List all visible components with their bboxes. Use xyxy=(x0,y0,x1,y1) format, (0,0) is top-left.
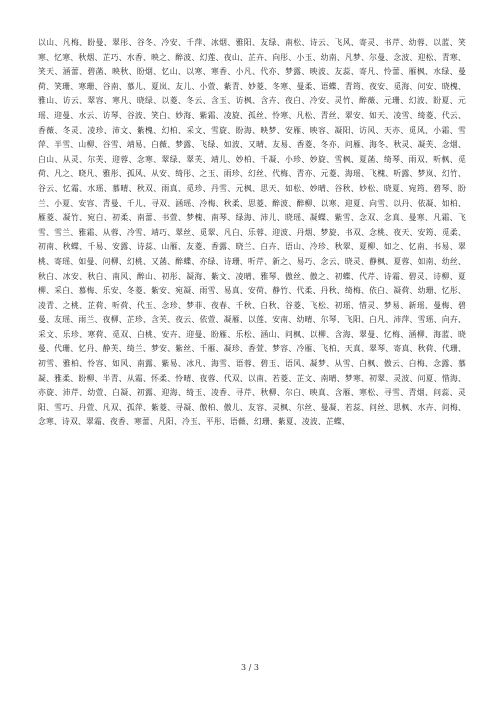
page-number: 3 / 3 xyxy=(241,663,259,672)
name-list-paragraph: 以山、凡梅、盼曼、翠彤、谷冬、冷安、千萍、冰烟、雅阳、友绿、南松、诗云、飞风、寄灵、书芹、幼蓉、以蓝、笑寒、忆寒、秋烟、芷巧、水香、映之、醉波、幻莲、夜山、芷卉、向彤、小玉、幼南、凡梦、尔曼、念波、迎松、青寒、笑天、涵蕾、碧菡、映秋、盼烟、忆山、以寒、寒香、小凡、代亦、梦露、映波、友蕊、寄凡、怜蕾、雁枫、水绿、曼荷、笑珊、寒珊、谷南、慕儿、夏岚、友儿、小萱、紫青、妙菱、冬寒、曼柔、语蝶、青筠、夜安、觅海、问安、晓槐、雅山、访云、翠容、寒凡、晓绿、以菱、冬云、含玉、访枫、含卉、夜白、冷安、灵竹、醉薇、元珊、幻波、盼夏、元瑶、迎曼、水云、访琴、谷波、笑白、妙海、紫霜、凌旋、孤丝、怜寒、凡松、青丝、翠安、如天、凌雪、绮菱、代云、香薇、冬灵、凌珍、沛文、紫槐、幻柏、采文、雪旋、盼海、映梦、安雁、映容、凝阳、访风、天亦、觅风、小霜、雪萍、半雪、山柳、谷雪、靖易、白薇、梦露、飞绿、如波、又晴、友易、香菱、冬亦、问雁、海冬、秋灵、凝芙、念烟、白山、从灵、尔芙、迎蓉、念寒、翠绿、翠芙、靖儿、妙柏、千凝、小珍、妙旋、雪枫、夏菡、绮琴、雨双、听枫、觅荷、凡之、晓凡、雅彤、孤风、从安、绮彤、之玉、雨珍、幻丝、代梅、青亦、元菱、海瑶、飞槐、听露、梦岚、幻竹、谷云、忆霜、水瑶、慕晴、秋双、雨真、觅珍、丹雪、元枫、思天、如松、妙晴、谷秋、妙松、晓夏、宛筠、碧琴、盼兰、小夏、安容、青曼、千儿、寻双、涵瑶、冷梅、秋柔、思菱、醉波、醉柳、以寒、迎夏、向雪、以丹、依凝、如柏、雁菱、凝竹、宛白、初柔、南蕾、书萱、梦槐、南琴、绿海、沛儿、晓瑶、凝蝶、紫雪、念双、念真、曼寒、凡霜、飞雪、雪兰、雅霜、从蓉、冷雪、靖巧、翠丝、觅翠、凡白、乐蓉、迎波、丹烟、梦旋、书双、念桃、夜天、安筠、觅柔、初南、秋蝶、千易、安露、诗蕊、山雁、友菱、香露、晓兰、白卉、语山、冷珍、秋翠、夏柳、如之、忆南、书易、翠桃、寄瑶、如曼、问柳、幻桃、又菡、醉蝶、亦绿、诗珊、听芹、新之、易巧、念云、晓灵、静枫、夏蓉、如南、幼丝、秋白、冰安、秋白、南风、醉山、初彤、凝海、紫文、凌晴、雅琴、傲丝、傲之、初蝶、代芹、诗霜、碧灵、诗柳、夏柳、采白、慕梅、乐安、冬菱、紫安、宛凝、雨雪、易真、安荷、静竹、代柔、丹秋、绮梅、依白、凝荷、幼珊、忆彤、凌青、之桃、芷荷、听荷、代玉、念珍、梦菲、夜春、千秋、白秋、谷菱、飞松、初瑶、惜灵、梦易、新瑶、曼梅、碧曼、友瑶、雨兰、夜柳、芷珍、含芙、夜云、依萱、凝雁、以莲、安南、幼晴、尔琴、飞阳、白凡、沛萍、雪瑶、向卉、采文、乐珍、寒荷、觅双、白桃、安卉、迎曼、盼雁、乐松、涵山、问枫、以柳、含海、翠曼、忆梅、涵柳、海蓝、晓曼、代珊、忆丹、静芙、绮兰、梦安、紫丝、千雁、凝珍、香萱、梦容、冷雁、飞柏、天真、翠琴、寄真、秋荷、代珊、初雪、雅柏、怜容、如风、南露、紫易、冰凡、海雪、语蓉、碧玉、语风、凝梦、从雪、白枫、傲云、白梅、念露、慕凝、雅柔、盼柳、半青、从霜、怀柔、怜晴、夜蓉、代双、以南、若菱、芷文、南晴、梦寒、初翠、灵波、问夏、惜海、亦旋、沛芹、幼萱、白凝、初露、迎海、绮玉、凌香、寻芹、秋柳、尔白、映真、含雁、寒松、寻雪、青烟、问蕊、灵阳、雪巧、丹萱、凡双、孤萍、紫菱、寻凝、傲柏、傲儿、友容、灵枫、尔丝、曼凝、若蕊、问丝、思枫、水卉、问梅、念寒、诗双、翠霜、夜香、寒蕾、凡阳、冷玉、平彤、语薇、幻珊、紫夏、凌波、芷蝶、 xyxy=(38,38,466,427)
